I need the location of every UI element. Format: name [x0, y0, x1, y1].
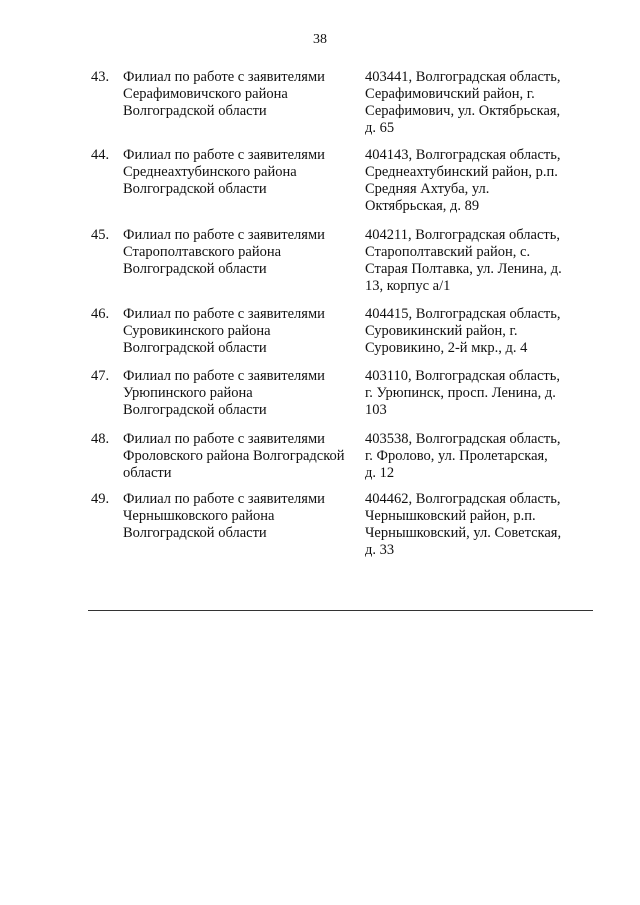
branch-name [123, 69, 363, 120]
branch-name-line: Филиал по работе с заявителями [123, 491, 325, 507]
branch-entry [91, 227, 581, 306]
branch-name-line: Урюпинского района [123, 385, 253, 401]
branch-address [365, 431, 577, 482]
branch-address [365, 227, 577, 295]
address-line: Старополтавский район, с. [365, 244, 531, 260]
branch-address [365, 306, 577, 357]
address-line: 13, корпус а/1 [365, 278, 451, 294]
branch-entry [91, 368, 581, 431]
entry-number: 44. [91, 147, 110, 163]
branch-name-line: Филиал по работе с заявителями [123, 69, 325, 85]
address-line: Серафимович, ул. Октябрьская, [365, 103, 561, 119]
entry-number: 43. [91, 69, 110, 85]
address-line: Чернышковский, ул. Советская, [365, 525, 562, 541]
branch-name-line: области [123, 465, 172, 481]
branch-name-line: Филиал по работе с заявителями [123, 227, 325, 243]
branch-name-line: Волгоградской области [123, 525, 267, 541]
branch-list [91, 69, 581, 571]
branch-name-line: Волгоградской области [123, 181, 267, 197]
address-line: 404415, Волгоградская область, [365, 306, 561, 322]
branch-name-line: Филиал по работе с заявителями [123, 368, 325, 384]
branch-name-line: Среднеахтубинского района [123, 164, 297, 180]
address-line: д. 33 [365, 542, 395, 558]
branch-name [123, 491, 363, 542]
entry-number: 49. [91, 491, 110, 507]
address-line: Средняя Ахтуба, ул. [365, 181, 490, 197]
branch-name [123, 306, 363, 357]
branch-name-line: Филиал по работе с заявителями [123, 431, 325, 447]
entry-number: 45. [91, 227, 110, 243]
branch-name-line: Серафимовичского района [123, 86, 288, 102]
address-line: 404462, Волгоградская область, [365, 491, 561, 507]
branch-name-line: Волгоградской области [123, 103, 267, 119]
branch-name [123, 227, 363, 278]
branch-name-line: Филиал по работе с заявителями [123, 306, 325, 322]
address-line: д. 65 [365, 120, 395, 136]
branch-entry [91, 491, 581, 571]
branch-name-line: Суровикинского района [123, 323, 271, 339]
branch-address [365, 147, 577, 215]
branch-address [365, 368, 577, 419]
branch-entry [91, 147, 581, 227]
branch-address [365, 69, 577, 137]
branch-name-line: Фроловского района Волгоградской [123, 448, 345, 464]
address-line: 403110, Волгоградская область, [365, 368, 560, 384]
end-separator-line [88, 610, 593, 611]
branch-name-line: Волгоградской области [123, 402, 267, 418]
page-number: 38 [313, 32, 327, 47]
address-line: Октябрьская, д. 89 [365, 198, 480, 214]
address-line: Суровикинский район, г. [365, 323, 518, 339]
entry-number: 46. [91, 306, 110, 322]
branch-name-line: Волгоградской области [123, 340, 267, 356]
branch-entry [91, 431, 581, 491]
address-line: Среднеахтубинский район, р.п. [365, 164, 558, 180]
address-line: Старая Полтавка, ул. Ленина, д. [365, 261, 562, 277]
branch-name-line: Волгоградской области [123, 261, 267, 277]
entry-number: 48. [91, 431, 110, 447]
entry-number: 47. [91, 368, 110, 384]
branch-name-line: Старополтавского района [123, 244, 282, 260]
address-line: 103 [365, 402, 387, 418]
branch-name [123, 431, 363, 482]
address-line: 403538, Волгоградская область, [365, 431, 561, 447]
address-line: Чернышковский район, р.п. [365, 508, 536, 524]
address-line: 403441, Волгоградская область, [365, 69, 561, 85]
branch-name-line: Чернышковского района [123, 508, 275, 524]
branch-entry [91, 69, 581, 147]
address-line: 404143, Волгоградская область, [365, 147, 561, 163]
address-line: д. 12 [365, 465, 395, 481]
address-line: Серафимовичский район, г. [365, 86, 535, 102]
address-line: г. Фролово, ул. Пролетарская, [365, 448, 548, 464]
address-line: Суровикино, 2-й мкр., д. 4 [365, 340, 528, 356]
branch-address [365, 491, 577, 559]
address-line: г. Урюпинск, просп. Ленина, д. [365, 385, 556, 401]
branch-name-line: Филиал по работе с заявителями [123, 147, 325, 163]
address-line: 404211, Волгоградская область, [365, 227, 560, 243]
branch-entry [91, 306, 581, 368]
branch-name [123, 147, 363, 198]
branch-name [123, 368, 363, 419]
